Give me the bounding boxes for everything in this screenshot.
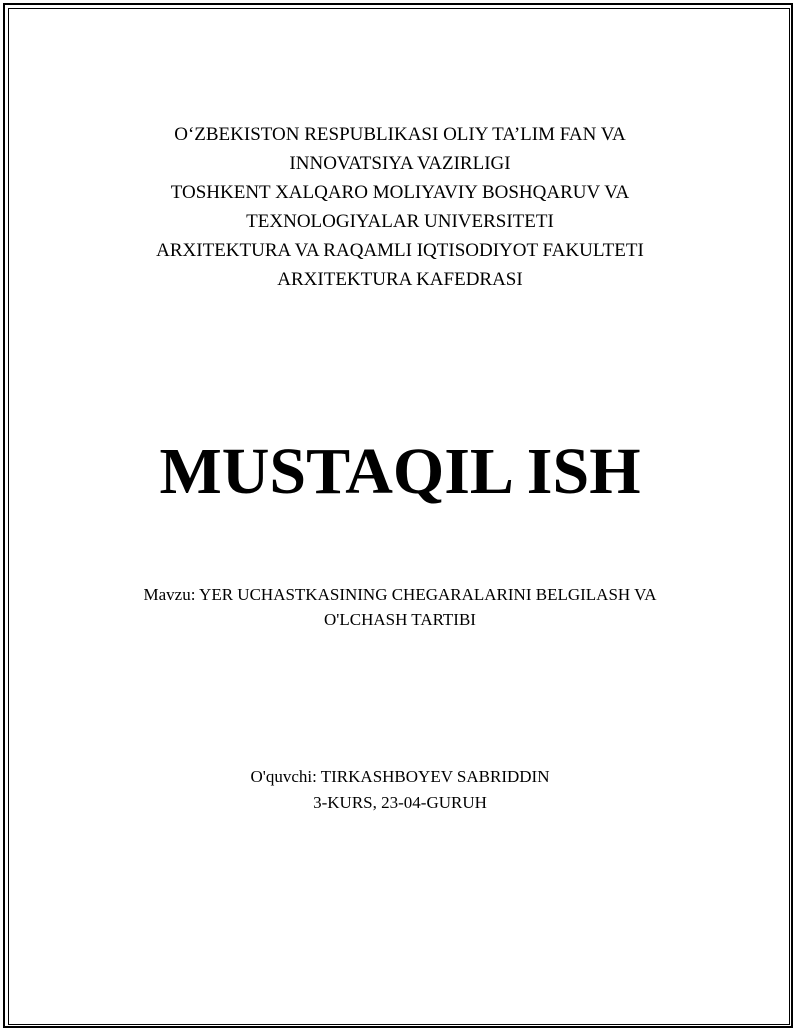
header-line-university-1: TOSHKENT XALQARO MOLIYAVIY BOSHQARUV VA — [170, 182, 630, 203]
header-line-university-2: TEXNOLOGIYALAR UNIVERSITETI — [246, 211, 554, 232]
document-title: MUSTAQIL ISH — [159, 435, 641, 508]
author-group: 3-KURS, 23-04-GURUH — [313, 793, 487, 812]
header-line-faculty: ARXITEKTURA VA RAQAMLI IQTISODIYOT FAKULTETI — [156, 240, 644, 261]
topic-block — [0, 582, 800, 632]
header-line-department: ARXITEKTURA KAFEDRASI — [277, 269, 523, 290]
institution-header — [0, 120, 800, 294]
header-line-ministry-1: O‘ZBEKISTON RESPUBLIKASI OLIY TA’LIM FAN VA — [174, 124, 626, 145]
header-line-ministry-2: INNOVATSIYA VAZIRLIGI — [289, 153, 511, 174]
topic-line-1: Mavzu: YER UCHASTKASINING CHEGARALARINI BELGILASH VA — [143, 585, 657, 604]
author-block — [0, 764, 800, 816]
author-name: O'quvchi: TIRKASHBOYEV SABRIDDIN — [250, 767, 550, 786]
topic-line-2: O'LCHASH TARTIBI — [324, 610, 476, 629]
